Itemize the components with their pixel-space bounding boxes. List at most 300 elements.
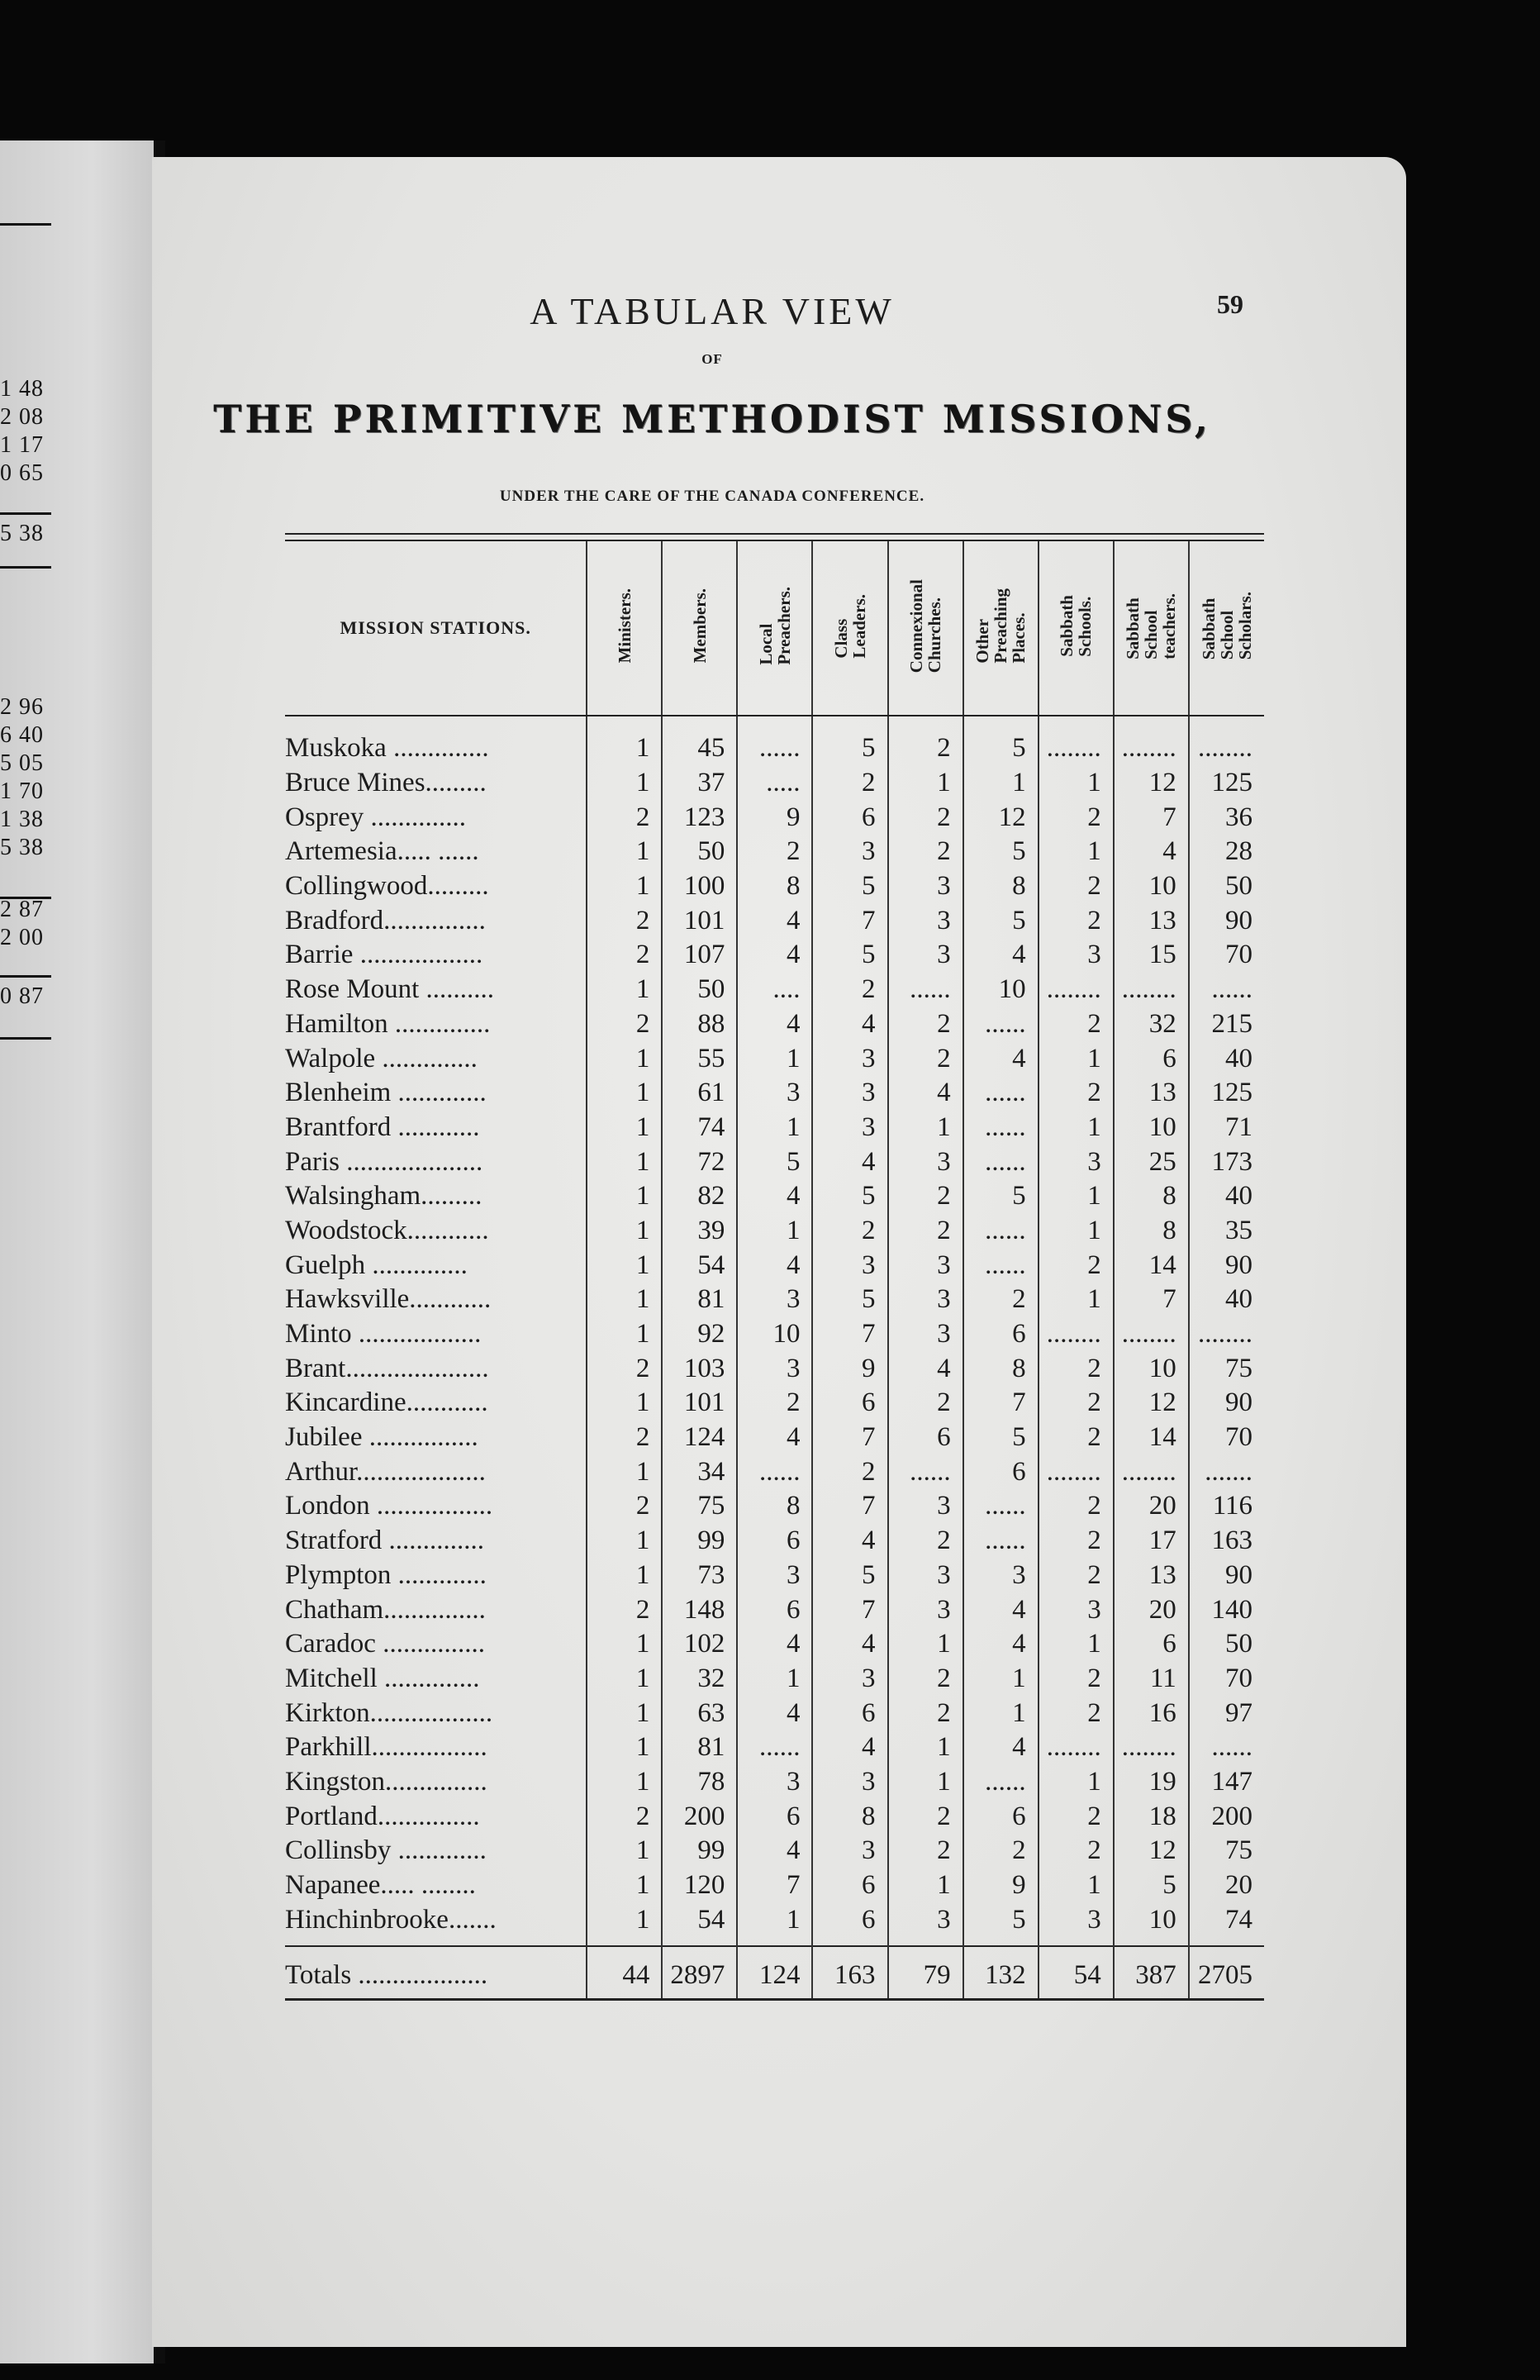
table-row	[285, 869, 1264, 904]
mission-station-name: Paris ....................	[285, 1146, 483, 1177]
mission-station-name: Osprey ..............	[285, 802, 467, 832]
table-cell: 8	[1114, 1179, 1189, 1214]
table-cell: 1	[1039, 1868, 1114, 1903]
table-cell: 2	[587, 800, 662, 835]
table-cell: 14	[1114, 1421, 1189, 1455]
table-row	[285, 1179, 1264, 1214]
table-cell: ........	[1114, 716, 1189, 766]
table-cell: 74	[662, 1111, 737, 1145]
totals-cell: 2897	[662, 1946, 737, 2000]
table-header-row	[285, 541, 1264, 716]
table-row	[285, 1214, 1264, 1249]
table-cell: 81	[662, 1283, 737, 1317]
column-header-label: Members.	[689, 588, 710, 664]
table-cell: 4	[812, 1730, 887, 1765]
mission-station-name: Kingston...............	[285, 1766, 487, 1797]
table-cell: ......	[963, 1765, 1039, 1800]
table-cell: 71	[1189, 1111, 1264, 1145]
table-cell: 1	[587, 1765, 662, 1800]
table-cell: 1	[963, 766, 1039, 801]
table-cell: 6	[737, 1799, 812, 1834]
subtitle: UNDER THE CARE OF THE CANADA CONFERENCE.	[499, 488, 925, 505]
left-page-rule	[0, 975, 51, 978]
table-cell: 2	[587, 1592, 662, 1627]
table-cell: 13	[1114, 1559, 1189, 1593]
mission-station-name: Brantford ............	[285, 1111, 480, 1142]
table-row	[285, 1248, 1264, 1283]
table-cell: ......	[963, 1007, 1039, 1042]
table-cell: 1	[587, 716, 662, 766]
table-cell: 2	[587, 1799, 662, 1834]
table-cell: 125	[1189, 1076, 1264, 1111]
column-header	[662, 541, 737, 716]
table-cell: 4	[812, 1524, 887, 1559]
table-cell: 10	[1114, 1902, 1189, 1946]
table-cell: 1	[888, 1730, 963, 1765]
table-cell: 6	[737, 1524, 812, 1559]
mission-station-name: Stratford ..............	[285, 1526, 485, 1556]
table-cell: 1	[888, 766, 963, 801]
table-cell: 1	[587, 1696, 662, 1730]
table-cell: 37	[662, 766, 737, 801]
column-header-label: Class Leaders.	[831, 593, 870, 659]
table-cell: 4	[812, 1145, 887, 1179]
table-cell: 2	[1039, 1524, 1114, 1559]
table-cell: 163	[1189, 1524, 1264, 1559]
totals-cell: 2705	[1189, 1946, 1264, 2000]
table-cell: ........	[1039, 1317, 1114, 1352]
table-cell: 2	[1039, 1662, 1114, 1697]
table-cell: 5	[963, 1421, 1039, 1455]
table-cell: 2	[1039, 1386, 1114, 1421]
mission-station-name: Portland...............	[285, 1801, 480, 1831]
table-row	[285, 1317, 1264, 1352]
table-cell: 1	[587, 1248, 662, 1283]
header-mission-stations-label: MISSION STATIONS.	[340, 617, 531, 638]
table-row	[285, 1524, 1264, 1559]
table-cell: 2	[888, 1007, 963, 1042]
table-cell: 1	[587, 1041, 662, 1076]
mission-station-name: Arthur...................	[285, 1456, 486, 1487]
mission-station-name: Hinchinbrooke.......	[285, 1904, 497, 1935]
table-row	[285, 766, 1264, 801]
table-cell: 2	[812, 1454, 887, 1489]
table-cell: 3	[737, 1351, 812, 1386]
table-cell: 124	[662, 1421, 737, 1455]
table-cell: 3	[737, 1559, 812, 1593]
table-cell: 123	[662, 800, 737, 835]
table-cell: 6	[812, 1696, 887, 1730]
table-cell: 4	[1114, 835, 1189, 869]
table-cell: 1	[587, 869, 662, 904]
left-page-number: 1 38	[0, 807, 44, 832]
table-row	[285, 1662, 1264, 1697]
table-cell: ......	[963, 1524, 1039, 1559]
mission-station-name: London .................	[285, 1491, 493, 1521]
table-row	[285, 1559, 1264, 1593]
column-header-label: Local Preachers.	[755, 587, 794, 665]
table-cell: 4	[963, 1041, 1039, 1076]
table-cell: 3	[888, 1317, 963, 1352]
table-cell: 3	[888, 903, 963, 938]
table-cell: 4	[737, 903, 812, 938]
left-page-number: 5 38	[0, 521, 44, 546]
column-header	[737, 541, 812, 716]
table-row	[285, 835, 1264, 869]
table-row	[285, 1351, 1264, 1386]
mission-station-name: Woodstock............	[285, 1215, 489, 1245]
table-cell: 1	[1039, 1283, 1114, 1317]
left-page-rule	[0, 223, 51, 226]
table-cell: 4	[812, 1627, 887, 1662]
column-header	[1039, 541, 1114, 716]
table-cell: 2	[888, 1799, 963, 1834]
table-cell: 90	[1189, 1559, 1264, 1593]
table-cell: 5	[812, 1559, 887, 1593]
table-cell: 173	[1189, 1145, 1264, 1179]
table-cell: ........	[1189, 1317, 1264, 1352]
table-cell: 1	[737, 1111, 812, 1145]
table-cell: 12	[963, 800, 1039, 835]
column-header-label: Sabbath School teachers.	[1123, 593, 1180, 659]
table-cell: 3	[812, 1041, 887, 1076]
table-cell: 2	[587, 1421, 662, 1455]
table-cell: 1	[587, 1214, 662, 1249]
left-page-rule	[0, 566, 51, 569]
table-cell: 5	[1114, 1868, 1189, 1903]
table-cell: 103	[662, 1351, 737, 1386]
left-page-number: 2 96	[0, 694, 44, 720]
table-row	[285, 938, 1264, 973]
table-cell: 10	[963, 973, 1039, 1007]
table-cell: 40	[1189, 1179, 1264, 1214]
table-cell: 6	[812, 1902, 887, 1946]
table-cell: 7	[1114, 800, 1189, 835]
table-cell: 7	[737, 1868, 812, 1903]
table-row	[285, 1765, 1264, 1800]
left-page-rule	[0, 897, 51, 899]
table-cell: ......	[1189, 973, 1264, 1007]
table-cell: 2	[1039, 1076, 1114, 1111]
table-cell: 8	[737, 1489, 812, 1524]
table-cell: 1	[587, 1868, 662, 1903]
table-cell: 3	[1039, 1902, 1114, 1946]
table-row	[285, 1386, 1264, 1421]
mission-station-name: Rose Mount ..........	[285, 974, 495, 1005]
table-cell: 20	[1114, 1592, 1189, 1627]
table-cell: 4	[963, 938, 1039, 973]
table-cell: 2	[812, 766, 887, 801]
table-cell: 28	[1189, 835, 1264, 869]
table-cell: 1	[1039, 1214, 1114, 1249]
table-cell: ......	[888, 973, 963, 1007]
table-cell: 4	[737, 938, 812, 973]
mission-station-name: Mitchell ..............	[285, 1663, 480, 1693]
table-cell: 50	[1189, 869, 1264, 904]
table-cell: 1	[1039, 1765, 1114, 1800]
table-cell: 7	[812, 1421, 887, 1455]
table-cell: 1	[737, 1214, 812, 1249]
table-cell: ......	[963, 1248, 1039, 1283]
table-cell: 1	[1039, 835, 1114, 869]
table-cell: 2	[888, 1696, 963, 1730]
table-cell: 6	[888, 1421, 963, 1455]
table-cell: ........	[1114, 1730, 1189, 1765]
table-row	[285, 1283, 1264, 1317]
table-cell: 3	[888, 938, 963, 973]
table-cell: 1	[1039, 766, 1114, 801]
table-cell: 6	[812, 1868, 887, 1903]
table-cell: 6	[812, 1386, 887, 1421]
totals-cell: 54	[1039, 1946, 1114, 2000]
table-cell: 3	[963, 1559, 1039, 1593]
column-header	[963, 541, 1039, 716]
table-cell: 1	[587, 1834, 662, 1868]
table-cell: 39	[662, 1214, 737, 1249]
header-mission-stations	[285, 541, 587, 716]
table-row	[285, 716, 1264, 766]
table-cell: 116	[1189, 1489, 1264, 1524]
table-cell: ........	[1114, 1317, 1189, 1352]
table-cell: 45	[662, 716, 737, 766]
table-top-rule	[285, 533, 1264, 541]
table-cell: 25	[1114, 1145, 1189, 1179]
left-page-number: 1 70	[0, 778, 44, 804]
table-row	[285, 1696, 1264, 1730]
table-cell: 1	[963, 1696, 1039, 1730]
table-row	[285, 1007, 1264, 1042]
missions-table	[285, 541, 1264, 2001]
table-cell: ......	[737, 716, 812, 766]
table-cell: 36	[1189, 800, 1264, 835]
table-cell: 3	[888, 1592, 963, 1627]
table-cell: 61	[662, 1076, 737, 1111]
table-cell: 99	[662, 1524, 737, 1559]
table-cell: 99	[662, 1834, 737, 1868]
table-cell: 82	[662, 1179, 737, 1214]
mission-station-name: Brant.....................	[285, 1353, 489, 1383]
mission-station-name: Kincardine............	[285, 1388, 488, 1418]
table-cell: 2	[888, 1214, 963, 1249]
left-page-number: 0 87	[0, 983, 44, 1009]
table-cell: 140	[1189, 1592, 1264, 1627]
table-cell: 70	[1189, 1421, 1264, 1455]
table-cell: 2	[888, 1041, 963, 1076]
table-body	[285, 716, 1264, 1946]
table-cell: 2	[1039, 1834, 1114, 1868]
totals-cell: 44	[587, 1946, 662, 2000]
table-row	[285, 1111, 1264, 1145]
column-header-label: Sabbath School Scholars.	[1198, 592, 1255, 660]
mission-station-name: Napanee..... ........	[285, 1870, 476, 1901]
table-cell: 2	[888, 1386, 963, 1421]
table-cell: 6	[1114, 1041, 1189, 1076]
table-cell: 2	[1039, 800, 1114, 835]
table-cell: ........	[1039, 973, 1114, 1007]
table-cell: 81	[662, 1730, 737, 1765]
table-cell: 10	[1114, 1111, 1189, 1145]
table-row	[285, 903, 1264, 938]
table-cell: 1	[888, 1868, 963, 1903]
table-cell: 8	[963, 869, 1039, 904]
table-cell: 148	[662, 1592, 737, 1627]
table-cell: 4	[812, 1007, 887, 1042]
table-cell: 5	[812, 1179, 887, 1214]
table-cell: 125	[1189, 766, 1264, 801]
table-cell: 120	[662, 1868, 737, 1903]
table-cell: 3	[888, 1283, 963, 1317]
table-cell: 92	[662, 1317, 737, 1352]
mission-station-name: Hawksville............	[285, 1284, 492, 1315]
table-cell: 1	[737, 1902, 812, 1946]
table-cell: ........	[1189, 716, 1264, 766]
table-cell: 3	[1039, 1145, 1114, 1179]
table-cell: ......	[963, 1489, 1039, 1524]
table-row	[285, 1421, 1264, 1455]
table-cell: 1	[587, 1730, 662, 1765]
table-cell: 5	[963, 716, 1039, 766]
table-cell: 5	[963, 1179, 1039, 1214]
column-header-label: Sabbath Schools.	[1057, 595, 1096, 657]
left-page-number: 0 65	[0, 460, 44, 486]
table-cell: 7	[812, 1489, 887, 1524]
table-cell: 2	[812, 1214, 887, 1249]
table-cell: 3	[1039, 1592, 1114, 1627]
table-cell: 3	[812, 835, 887, 869]
table-cell: 8	[1114, 1214, 1189, 1249]
table-cell: 9	[963, 1868, 1039, 1903]
table-cell: 20	[1189, 1868, 1264, 1903]
mission-station-name: Walsingham.........	[285, 1181, 482, 1211]
table-cell: .......	[1189, 1454, 1264, 1489]
table-cell: 3	[1039, 938, 1114, 973]
table-cell: 5	[812, 938, 887, 973]
table-cell: 2	[587, 938, 662, 973]
table-row	[285, 1592, 1264, 1627]
left-page-number: 6 40	[0, 722, 44, 748]
table-cell: 7	[812, 1317, 887, 1352]
table-cell: ......	[737, 1454, 812, 1489]
mission-station-name: Chatham...............	[285, 1594, 486, 1625]
table-cell: 35	[1189, 1214, 1264, 1249]
left-page-rule	[0, 512, 51, 515]
table-cell: ........	[1039, 1454, 1114, 1489]
table-cell: ......	[963, 1111, 1039, 1145]
mission-station-name: Caradoc ...............	[285, 1629, 485, 1659]
table-cell: 1	[587, 1524, 662, 1559]
table-cell: 3	[888, 1248, 963, 1283]
table-cell: 11	[1114, 1662, 1189, 1697]
table-cell: 102	[662, 1627, 737, 1662]
table-cell: 40	[1189, 1283, 1264, 1317]
column-header	[812, 541, 887, 716]
table-cell: 215	[1189, 1007, 1264, 1042]
table-cell: 13	[1114, 903, 1189, 938]
table-cell: 2	[587, 1007, 662, 1042]
table-cell: 100	[662, 869, 737, 904]
table-cell: 4	[963, 1730, 1039, 1765]
table-cell: 75	[1189, 1351, 1264, 1386]
table-cell: 4	[737, 1627, 812, 1662]
table-cell: 4	[737, 1007, 812, 1042]
table-cell: 2	[737, 835, 812, 869]
table-cell: 2	[888, 1834, 963, 1868]
table-row	[285, 1489, 1264, 1524]
table-cell: 10	[737, 1317, 812, 1352]
left-page-number: 5 38	[0, 835, 44, 860]
table-cell: 3	[812, 1662, 887, 1697]
table-cell: 1	[587, 1179, 662, 1214]
table-cell: 2	[888, 1662, 963, 1697]
table-cell: 2	[1039, 1489, 1114, 1524]
table-cell: 5	[963, 903, 1039, 938]
mission-station-name: Hamilton ..............	[285, 1008, 491, 1039]
table-cell: ........	[1114, 1454, 1189, 1489]
totals-cell: 79	[888, 1946, 963, 2000]
mission-station-name: Parkhill.................	[285, 1732, 487, 1763]
table-row	[285, 1902, 1264, 1946]
table-cell: 200	[662, 1799, 737, 1834]
table-cell: 3	[737, 1765, 812, 1800]
mission-station-name: Collingwood.........	[285, 871, 489, 902]
table-cell: 3	[888, 1145, 963, 1179]
table-cell: 5	[812, 1283, 887, 1317]
table-row	[285, 1799, 1264, 1834]
table-cell: 54	[662, 1902, 737, 1946]
table-cell: 1	[587, 1076, 662, 1111]
table-cell: 2	[888, 1179, 963, 1214]
table-row	[285, 1145, 1264, 1179]
mission-station-name: Bradford...............	[285, 905, 486, 935]
table-cell: 78	[662, 1765, 737, 1800]
table-row	[285, 973, 1264, 1007]
table-cell: 1	[737, 1662, 812, 1697]
table-cell: 1	[587, 1902, 662, 1946]
table-cell: 2	[1039, 1559, 1114, 1593]
mission-station-name: Walpole ..............	[285, 1043, 478, 1073]
table-row	[285, 1730, 1264, 1765]
table-cell: 2	[888, 835, 963, 869]
table-cell: 54	[662, 1248, 737, 1283]
table-cell: 4	[963, 1592, 1039, 1627]
totals-cell: 387	[1114, 1946, 1189, 2000]
table-cell: 2	[1039, 869, 1114, 904]
table-cell: 1	[587, 1386, 662, 1421]
table-cell: 3	[812, 1111, 887, 1145]
totals-cell: 124	[737, 1946, 812, 2000]
table-cell: 2	[1039, 1007, 1114, 1042]
table-cell: .....	[737, 766, 812, 801]
left-page-number: 5 05	[0, 750, 44, 776]
table-cell: 20	[1114, 1489, 1189, 1524]
table-cell: 8	[812, 1799, 887, 1834]
table-cell: 97	[1189, 1696, 1264, 1730]
table-cell: 2	[587, 903, 662, 938]
table-cell: 1	[587, 973, 662, 1007]
mission-station-name: Kirkton..................	[285, 1697, 493, 1728]
table-cell: 101	[662, 903, 737, 938]
table-cell: 1	[587, 1317, 662, 1352]
mission-station-name: Guelph ..............	[285, 1250, 468, 1280]
table-cell: 6	[963, 1799, 1039, 1834]
table-cell: 1	[587, 1627, 662, 1662]
table-cell: 6	[963, 1454, 1039, 1489]
table-cell: 14	[1114, 1248, 1189, 1283]
table-cell: 15	[1114, 938, 1189, 973]
table-cell: ......	[888, 1454, 963, 1489]
table-cell: 4	[737, 1421, 812, 1455]
left-page-rule	[0, 1037, 51, 1040]
